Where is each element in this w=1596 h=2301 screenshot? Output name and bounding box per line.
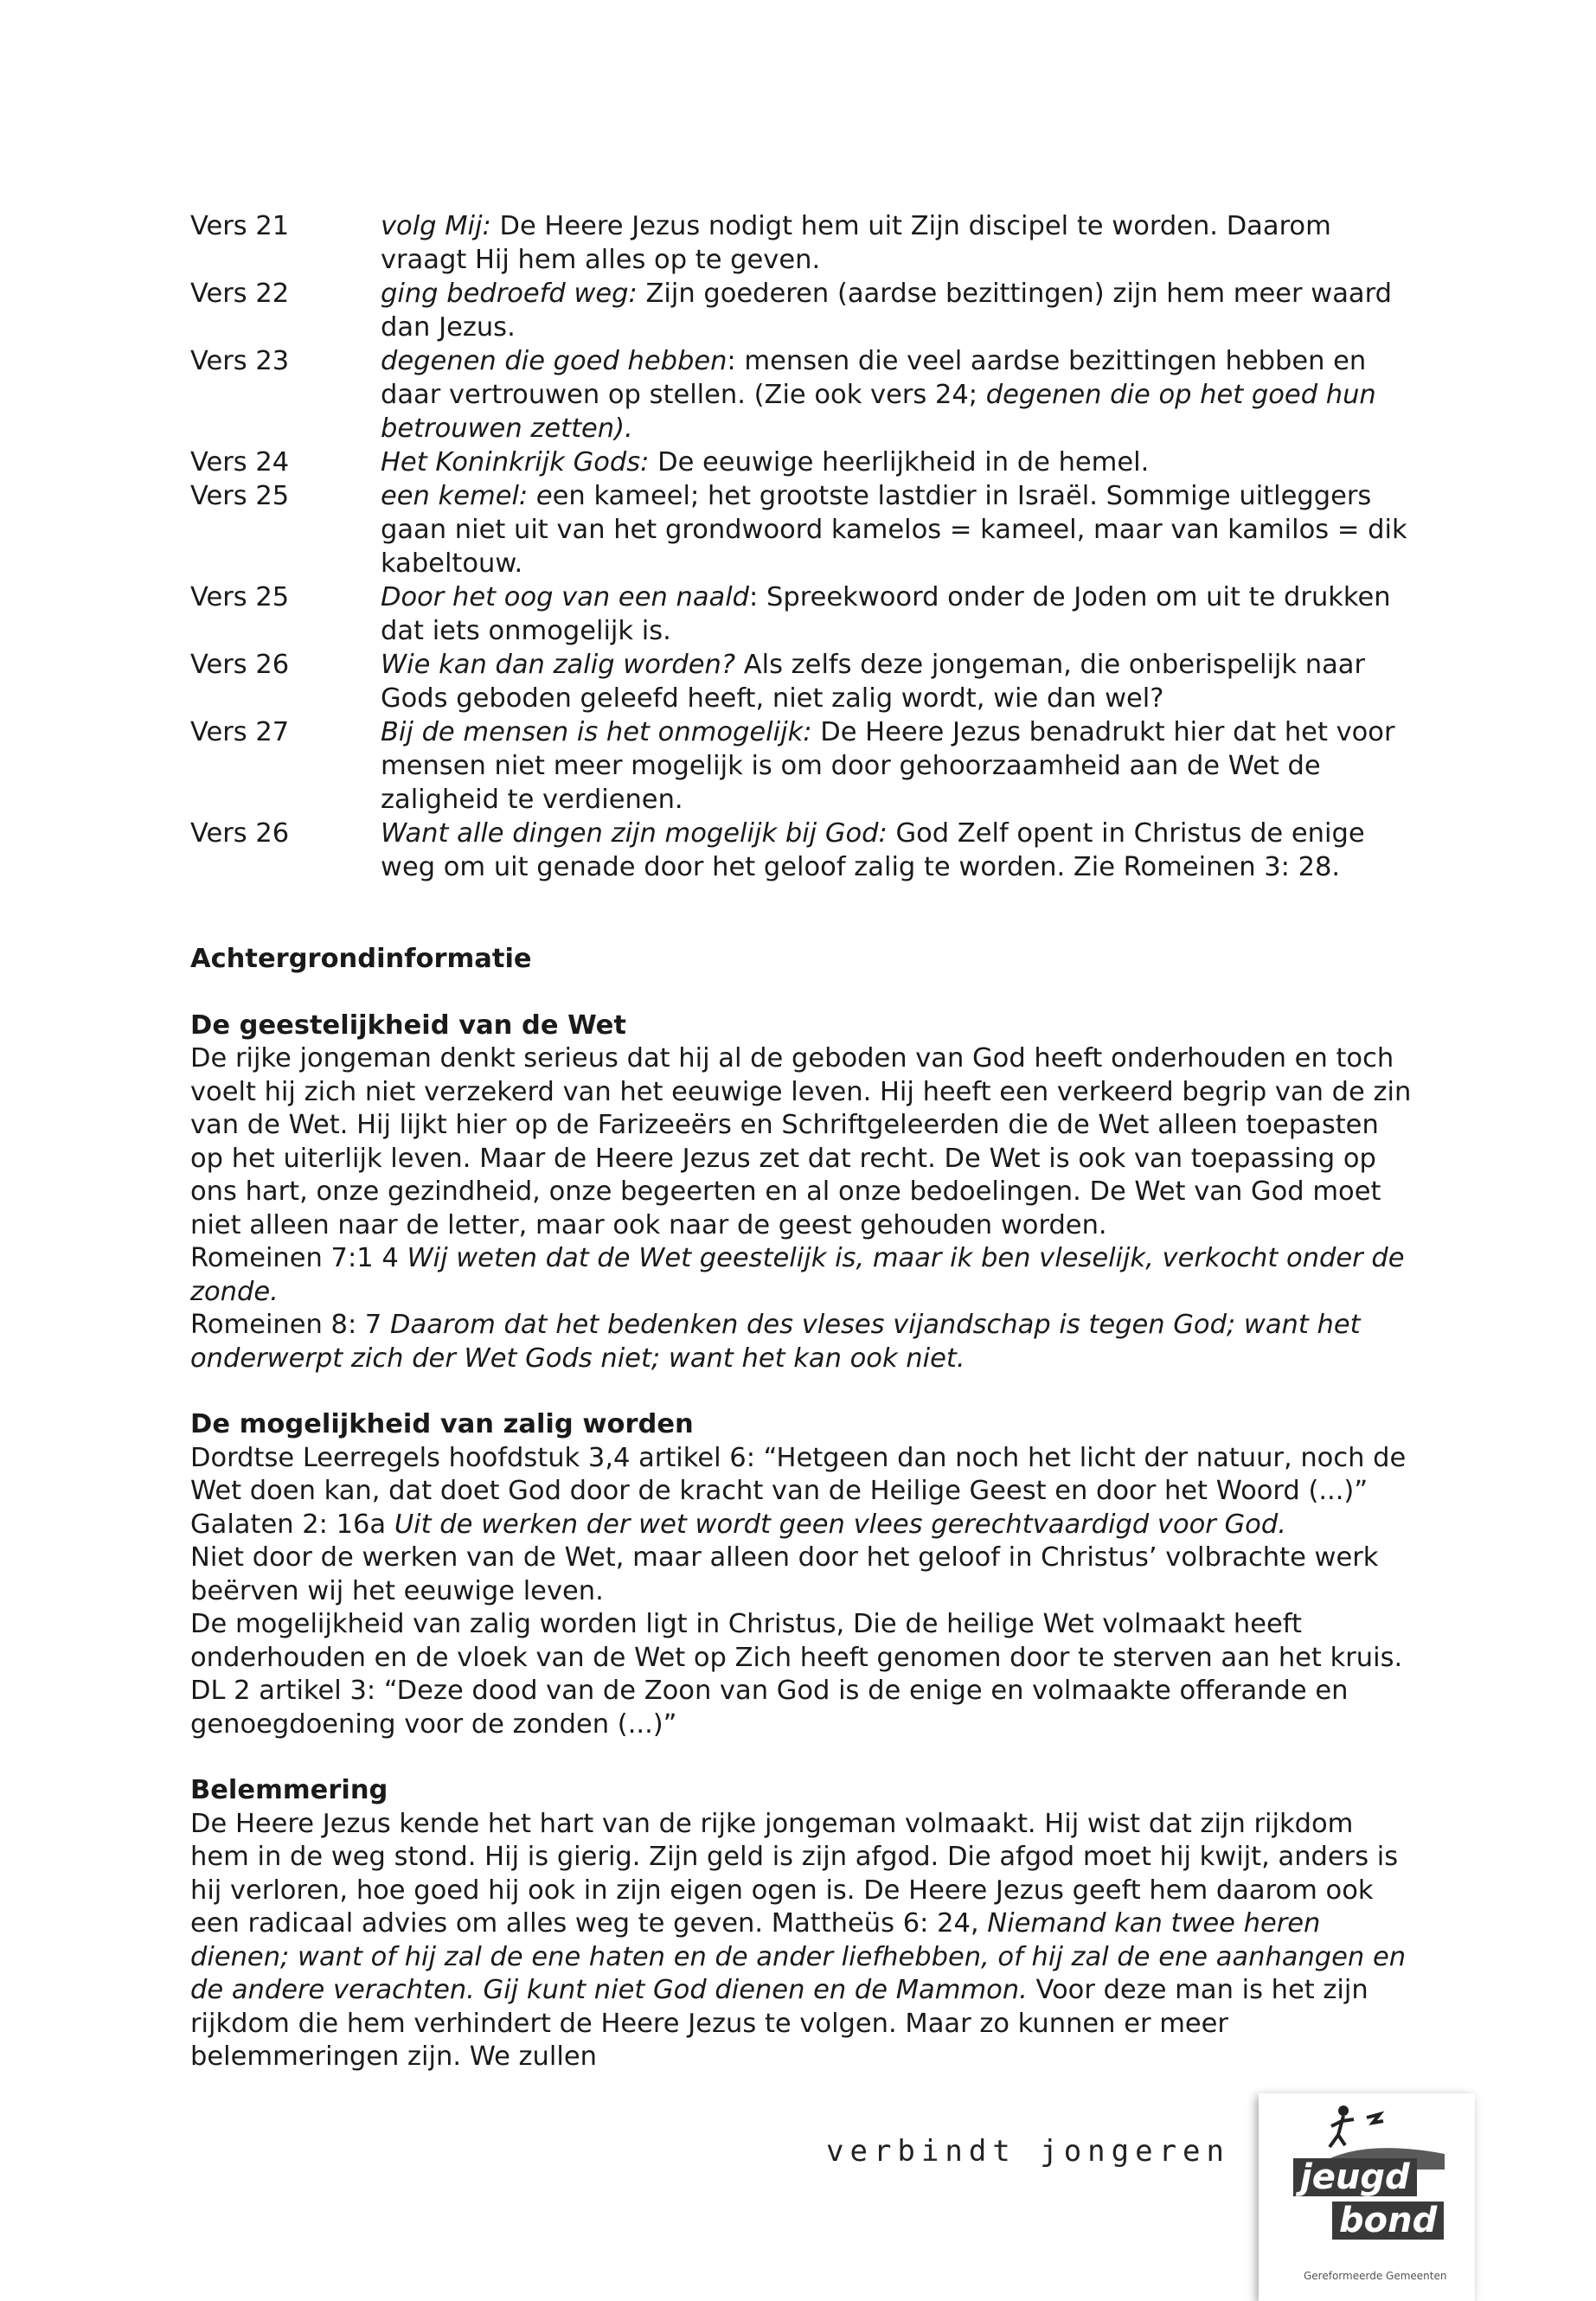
verse-row [190, 817, 1419, 884]
verse-row [190, 445, 1419, 479]
verse-row [190, 580, 1419, 648]
verse-text: Het Koninkrijk Gods: De eeuwige heerlijkheid in de hemel. [381, 447, 1150, 478]
verse-label: Vers 24 [190, 447, 290, 478]
heading-possibility-of-salvation: De mogelijkheid van zalig worden [190, 1409, 694, 1439]
verse-label: Vers 27 [190, 717, 290, 747]
verse-text: Wie kan dan zalig worden? Als zelfs deze jongeman, die onberispelijk naar Gods geboden geleefd heeft, niet zalig wordt, wie dan wel? [381, 650, 1366, 714]
verse-label: Vers 25 [190, 582, 290, 612]
verse-text: degenen die goed hebben: mensen die veel aardse bezittingen hebben en daar vertrouwen op stellen. (Zie ook vers 24; degenen die op het goed hun betrouwen zetten). [381, 346, 1376, 444]
verse-label: Vers 21 [190, 211, 290, 241]
logo-word-jeugd: jeugd [1293, 2158, 1417, 2196]
background-info [190, 943, 1419, 2074]
scripture-quote: Romeinen 7:1 4 Wij weten dat de Wet geestelijk is, maar ik ben vleselijk, verkocht onder de zonde. [190, 1243, 1405, 1307]
verse-text: een kemel: een kameel; het grootste lastdier in Israël. Sommige uitleggers gaan niet uit van het grondwoord kamelos = kameel, maar van kamilos = dik kabeltouw. [381, 481, 1407, 579]
verse-label: Vers 26 [190, 818, 290, 849]
verse-label: Vers 22 [190, 279, 290, 309]
paragraph: Dordtse Leerregels hoofdstuk 3,4 artikel 6: “Hetgeen dan noch het licht der natuur, noch de Wet doen kan, dat doet God door de kracht van de Heilige Geest en door het Woord (...)” [190, 1442, 1407, 1506]
heading-spirituality-of-law: De geestelijkheid van de Wet [190, 1009, 626, 1041]
verse-row [190, 277, 1419, 344]
verse-text: Door het oog van een naald: Spreekwoord onder de Joden om uit te drukken dat iets onmogelijk is. [381, 582, 1391, 646]
scripture-quote: Galaten 2: 16a Uit de werken der wet wordt geen vlees gerechtvaardigd voor God. [190, 1509, 1286, 1540]
logo-subtitle: Gereformeerde Gemeenten [1304, 2270, 1447, 2282]
verse-text: volg Mij: De Heere Jezus nodigt hem uit Zijn discipel te worden. Daarom vraagt Hij hem alles op te geven. [381, 211, 1331, 275]
verse-explanations [190, 209, 1419, 884]
verse-row [190, 479, 1419, 580]
paragraph: De Heere Jezus kende het hart van de rijke jongeman volmaakt. Hij wist dat zijn rijkdom hem in de weg stond. Hij is gierig. Zijn geld is zijn afgod. Die afgod moet hij kwijt, anders is hij verloren, hoe goed hij ook in zijn eigen ogen is. De Heere Jezus geeft hem daarom ook een radicaal advies om alles weg te geven. Mattheüs 6: 24, Niemand kan twee heren dienen; want of hij zal de ene haten en de ander liefhebben, of hij zal de ene aanhangen en de andere verachten. Gij kunt niet God dienen en de Mammon. Voor deze man is het zijn rijkdom die hem verhindert de Heere Jezus te volgen. Maar zo kunnen er meer belemmeringen zijn. We zullen [190, 1808, 1407, 2072]
verse-text: ging bedroefd weg: Zijn goederen (aardse bezittingen) zijn hem meer waard dan Jezus. [381, 279, 1392, 343]
verse-row [190, 648, 1419, 715]
logo-word-bond: bond [1332, 2202, 1444, 2240]
verse-row [190, 715, 1419, 817]
verse-label: Vers 25 [190, 481, 290, 511]
paragraph: Niet door de werken van de Wet, maar alleen door het geloof in Christus’ volbrachte werk beërven wij het eeuwige leven. [190, 1542, 1379, 1606]
verse-row [190, 209, 1419, 277]
verse-row [190, 344, 1419, 445]
heading-obstacle: Belemmering [190, 1775, 388, 1805]
verse-label: Vers 23 [190, 346, 290, 376]
verse-text: Bij de mensen is het onmogelijk: De Heere Jezus benadrukt hier dat het voor mensen niet meer mogelijk is om door gehoorzaamheid aan de Wet de zaligheid te verdienen. [381, 717, 1395, 815]
footer-slogan: verbindt jongeren [826, 2134, 1230, 2169]
paragraph: De mogelijkheid van zalig worden ligt in Christus, Die de heilige Wet volmaakt heeft onderhouden en de vloek van de Wet op Zich heeft genomen door te sterven aan het kruis. DL 2 artikel 3: “Deze dood van de Zoon van God is de enige en volmaakte offerande en genoegdoening voor de zonden (...)” [190, 1609, 1403, 1740]
verse-text: Want alle dingen zijn mogelijk bij God: God Zelf opent in Christus de enige weg om uit genade door het geloof zalig te worden. Zie Romeinen 3: 28. [381, 818, 1365, 882]
section-title: Achtergrondinformatie [190, 944, 532, 974]
jeugdbond-logo [1259, 2093, 1475, 2301]
paragraph: De rijke jongeman denkt serieus dat hij al de geboden van God heeft onderhouden en toch voelt hij zich niet verzekerd van het eeuwige leven. Hij heeft een verkeerd begrip van de zin van de Wet. Hij lijkt hier op de Farizeeërs en Schriftgeleerden die de Wet alleen toepasten op het uiterlijk leven. Maar de Heere Jezus zet dat recht. De Wet is ook van toepassing op ons hart, onze gezindheid, onze begeerten en al onze bedoelingen. De Wet van God moet niet alleen naar de letter, maar ook naar de geest gehouden worden. [190, 1043, 1412, 1240]
scripture-quote: Romeinen 8: 7 Daarom dat het bedenken des vleses vijandschap is tegen God; want het onderwerpt zich der Wet Gods niet; want het kan ook niet. [190, 1310, 1361, 1374]
verse-label: Vers 26 [190, 650, 290, 680]
